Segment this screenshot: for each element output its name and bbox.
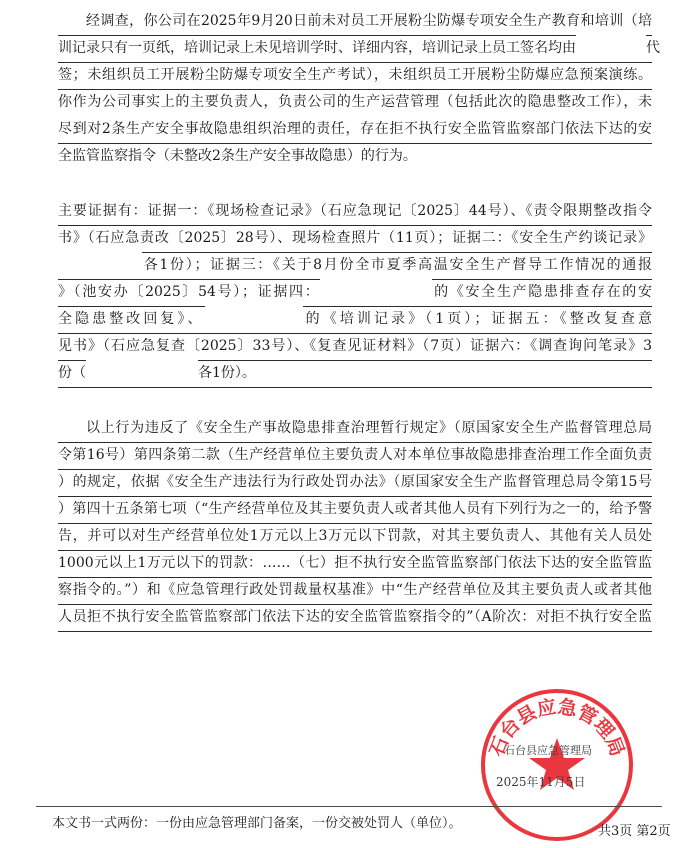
text-line-13: 份（ 各1份）。 — [58, 360, 652, 388]
text-line-9: 各1份）；证据三：《关于8月份全市夏季高温安全生产督导工作情况的通报 — [58, 252, 652, 280]
text-line-21: 人员拒不执行安全监管监察部门依法下达的安全监管监察指令的”（A阶次：对拒不执行安全监 — [58, 604, 652, 632]
text-line-2: 训记录只有一页纸，培训记录上未见培训学时、详细内容，培训记录上员工签名均由 代 — [58, 35, 652, 63]
seal-date: 2025年11月5日 — [496, 775, 586, 789]
redacted-region — [320, 279, 432, 306]
redacted-region — [205, 306, 303, 333]
redacted-region — [86, 360, 198, 387]
text-line-19: 1000元以上1万元以下的罚款：……（七）拒不执行安全监管监察部门依法下达的安全监管监 — [58, 550, 652, 578]
redacted-region — [576, 35, 646, 62]
text-line-3: 签；未组织员工开展粉尘防爆专项安全生产考试），未组织员工开展粉尘防爆应急预案演练。 — [58, 62, 652, 90]
text-line-6: 全监管监察指令（未整改2条生产安全事故隐患）的行为。 — [58, 148, 417, 164]
official-seal-icon — [478, 686, 636, 844]
text-line-5: 尽到对2条生产安全事故隐患组织治理的责任，存在拒不执行安全监管监察部门依法下达的安 — [58, 116, 652, 144]
page-number: 共3页 第2页 — [598, 824, 671, 839]
text-line-15: 令第16号）第四条第二款（生产经营单位主要负责人对本单位事故隐患排查治理工作全面负责 — [58, 442, 652, 470]
seal-center-text: 石台县应急管理局 — [504, 744, 592, 757]
text-line-10: 》（池安办〔2025〕54号）；证据四： 的《安全生产隐患排查存在的安 — [58, 279, 652, 307]
text-line-7: 主要证据有：证据一：《现场检查记录》（石应急现记〔2025〕44号）、《责令限期整改指令 — [58, 198, 652, 226]
text-line-8: 书》（石应急责改〔2025〕28号）、现场检查照片（11页）；证据二：《安全生产约谈记录》 — [58, 225, 652, 253]
text-line-18: 告，并可以对生产经营单位处1万元以上3万元以下罚款，对其主要负责人、其他有关人员处 — [58, 523, 652, 551]
text-line-17: ）第四十五条第七项（“生产经营单位及其主要负责人或者其他人员有下列行为之一的，给予警 — [58, 496, 652, 524]
text-line-11: 全隐患整改回复》、 的《培训记录》（1页）；证据五：《整改复查意 — [58, 306, 652, 334]
footer-divider — [36, 806, 662, 807]
text-line-14: 以上行为违反了《安全生产事故隐患排查治理暂行规定》（原国家安全生产监督管理总局 — [58, 415, 652, 443]
redacted-region — [58, 252, 142, 279]
text-line-20: 察指令的。”）和《应急管理行政处罚裁量权基准》中“生产经营单位及其主要负责人或者其他 — [58, 577, 652, 605]
text-line-4: 你作为公司事实上的主要负责人，负责公司的生产运营管理（包括此次的隐患整改工作），未 — [58, 94, 652, 110]
seal-arc-text: 石台县应急管理局 — [485, 695, 629, 760]
text-line-1: 经调查，你公司在2025年9月20日前未对员工开展粉尘防爆专项安全生产教育和培训（培 — [58, 8, 652, 36]
text-line-16: ）的规定，依据《安全生产违法行为行政处罚办法》（原国家安全生产监督管理总局令第15号 — [58, 469, 652, 497]
text-line-12: 见书》（石应急复查〔2025〕33号）、《复查见证材料》（7页）证据六：《调查询问笔录》3 — [58, 333, 652, 361]
footer-note: 本文书一式两份：一份由应急管理部门备案，一份交被处罚人（单位）。 — [52, 816, 462, 831]
